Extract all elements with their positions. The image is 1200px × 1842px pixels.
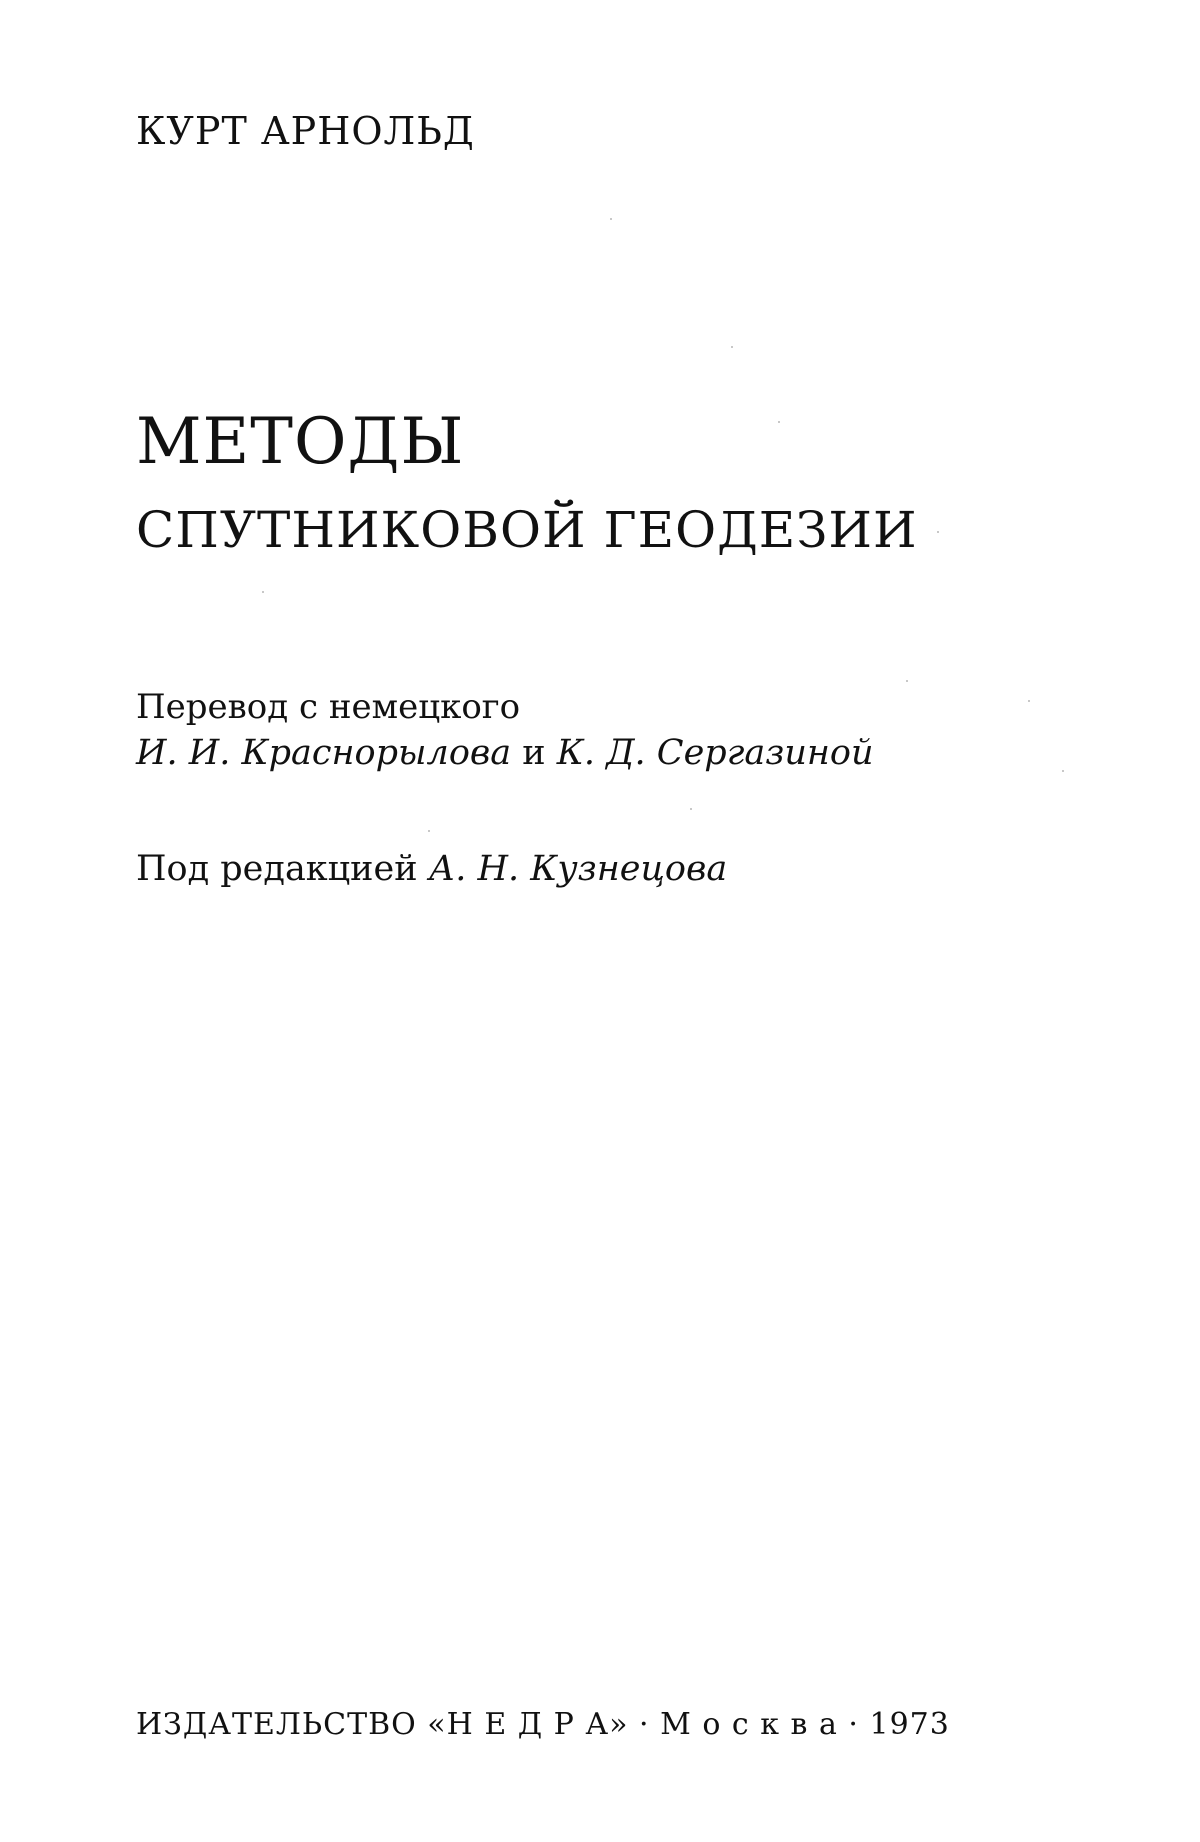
editor-line [136, 849, 728, 889]
scan-speck [690, 808, 692, 810]
author-name: КУРТ АРНОЛЬД [136, 109, 475, 153]
scan-speck [906, 680, 908, 682]
translator-1: И. И. Краснорылова [136, 733, 512, 773]
scan-speck [428, 830, 430, 832]
editor-name: А. Н. Кузнецова [428, 849, 728, 889]
book-title-line-1: МЕТОДЫ [136, 405, 465, 479]
scan-speck [262, 591, 264, 593]
book-title-line-2: СПУТНИКОВОЙ ГЕОДЕЗИИ [136, 501, 918, 559]
translator-conjunction: и [522, 733, 546, 773]
scan-speck [610, 218, 612, 220]
scan-speck [1028, 700, 1030, 702]
translator-2: К. Д. Сергазиной [556, 733, 874, 773]
scan-speck [731, 346, 733, 348]
scan-speck [937, 531, 939, 533]
editor-prefix: Под редакцией [136, 849, 418, 889]
scan-speck [1062, 770, 1064, 772]
translators-line [136, 733, 874, 773]
publisher-line: ИЗДАТЕЛЬСТВО «Н Е Д Р А» · М о с к в а · 1973 [136, 1707, 950, 1742]
translation-label: Перевод с немецкого [136, 687, 521, 727]
scan-speck [778, 421, 780, 423]
